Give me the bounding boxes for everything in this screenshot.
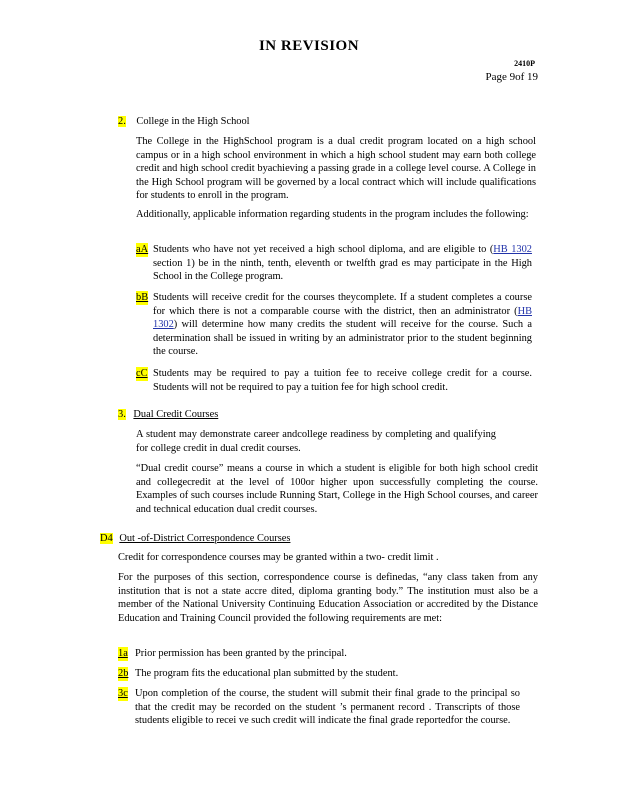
section-d-title: Out -of-District Correspondence Courses [119, 533, 291, 544]
section-2-item-b [136, 291, 532, 359]
section-2-number: 2. [118, 116, 126, 127]
requirement-2-label: 2b [118, 668, 129, 679]
item-c-label: cC [136, 368, 148, 379]
item-b-text-1: Students will receive credit for the courses theycomplete. If a student completes a course for which there is not a comparable course with the district, then an administrator ( [153, 292, 532, 317]
requirement-2-text: The program fits the educational plan submitted by the student. [135, 668, 399, 679]
requirement-1 [118, 647, 518, 661]
section-d-number: D4 [100, 533, 113, 544]
requirement-2 [118, 667, 518, 681]
section-2-paragraph-2: Additionally, applicable information regarding students in the program includes the following: [136, 209, 529, 220]
item-a-label: aA [136, 244, 149, 255]
item-a-text-2: section 1) be in the ninth, tenth, eleventh or twelfth grad es may participate in the High School in the College program. [153, 257, 532, 282]
item-b-label: bB [136, 292, 149, 303]
section-d-paragraph-1: Credit for correspondence courses may be granted within a two- credit limit . [118, 552, 439, 563]
item-b-text-2: ) will determine how many credits the student will receive for the course. Such a determination shall be issued in writing by an administrator prior to the student beginning the course. [153, 319, 532, 357]
section-3-paragraph-1: A student may demonstrate career andcollege readiness by completing and qualifying for college credit in dual credit courses. [136, 429, 496, 454]
requirement-3 [118, 687, 520, 728]
section-2-paragraph-1: The College in the HighSchool program is a dual credit program located on a high school campus or in a high school environment in which a high school student may earn both college credit and high school credit byachieving a passing grade in a college level course. A College in the High School program will be governed by a local contract which will include qualifications for students to enroll in the program. [136, 136, 536, 201]
section-3-paragraph-2: “Dual credit course” means a course in which a student is eligible for both high school credit and collegecredit at the level of 100or higher upon successfully completing the course. Examples of such courses include Running Start, College in the High School courses, and career and technical education dual credit courses. [136, 463, 538, 515]
requirement-3-text: Upon completion of the course, the student will submit their final grade to the principal so that the credit may be recorded on the student ’s permanent record . Transcripts of those students eligible to recei ve such credit will indicate the final grade reportedfor the course. [135, 688, 520, 726]
section-d-paragraph-2: For the purposes of this section, correspondence course is definedas, “any class taken from any institution that is not a state accre dited, diploma granting body.” The institution must also be a member of the National University Continuing Education Association or accredited by the Distance Education and Training Council provided the following requirements are met: [118, 572, 538, 624]
section-2-item-c [136, 367, 532, 394]
requirement-3-label: 3c [118, 688, 128, 699]
page-title: IN REVISION [258, 38, 360, 54]
section-2-title: College in the High School [136, 116, 250, 127]
section-3-heading [118, 408, 218, 422]
item-c-text: Students may be required to pay a tuition fee to receive college credit for a course. Students will not be required to pay a tuition fee for high school credit. [153, 368, 532, 393]
item-a-text-1: Students who have not yet received a high school diploma, and are eligible to ( [153, 244, 494, 255]
section-d-heading [100, 532, 290, 546]
requirement-1-label: 1a [118, 648, 128, 659]
section-3-number: 3. [118, 409, 126, 420]
hb-1302-link-b[interactable]: HB 1302 [153, 305, 532, 330]
requirement-1-text: Prior permission has been granted by the principal. [135, 648, 347, 659]
section-2-heading [118, 115, 250, 129]
hb-1302-link-a[interactable]: HB 1302 [493, 244, 532, 255]
section-2-item-a [136, 243, 532, 284]
page-number: Page 9of 19 [485, 71, 538, 83]
policy-code: 2410P [514, 59, 535, 68]
section-3-title: Dual Credit Courses [133, 409, 219, 420]
